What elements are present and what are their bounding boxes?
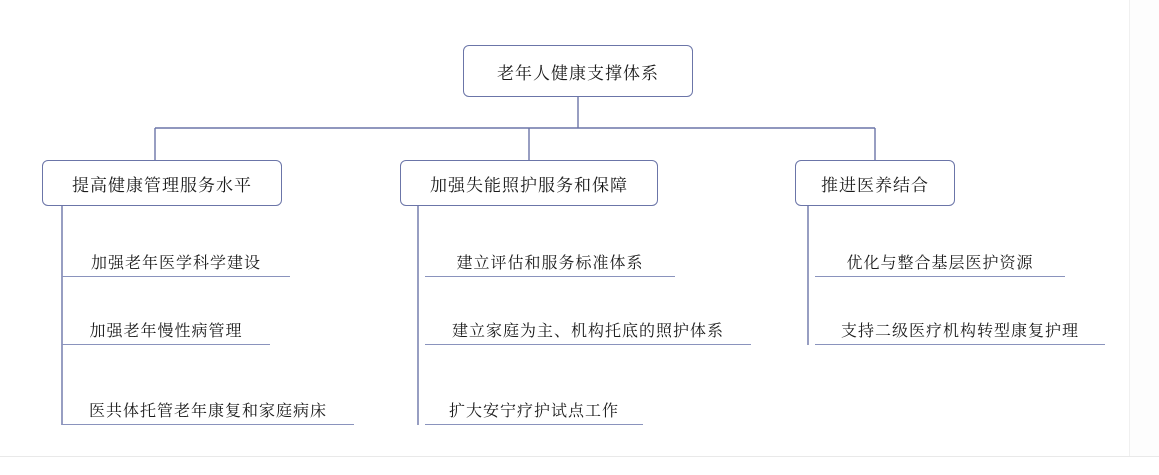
branch-node-1-label: 提高健康管理服务水平 (72, 175, 252, 195)
leaf-node-2-2-label: 建立家庭为主、机构托底的照护体系 (451, 323, 724, 340)
leaf-node-1-1-label: 加强老年医学科学建设 (90, 255, 261, 272)
root-node (463, 45, 693, 97)
leaf-node-3-1-label: 优化与整合基层医护资源 (846, 255, 1034, 272)
root-node-label: 老年人健康支撑体系 (497, 63, 659, 83)
bottom-margin (0, 456, 1159, 475)
leaf-node-2-1 (425, 243, 675, 277)
branch-node-2-label: 加强失能照护服务和保障 (430, 175, 628, 195)
leaf-node-1-3-label: 医共体托管老年康复和家庭病床 (88, 403, 327, 420)
leaf-node-2-1-label: 建立评估和服务标准体系 (456, 255, 644, 272)
branch-node-3-label: 推进医养结合 (821, 175, 929, 195)
branch-node-1 (42, 160, 282, 206)
leaf-node-1-3 (62, 391, 354, 425)
branch-node-2 (400, 160, 658, 206)
leaf-node-1-2-label: 加强老年慢性病管理 (89, 323, 243, 340)
leaf-node-3-2-label: 支持二级医疗机构转型康复护理 (840, 323, 1079, 340)
right-margin (1129, 0, 1159, 475)
leaf-node-3-1 (815, 243, 1065, 277)
leaf-node-2-3 (425, 391, 643, 425)
leaf-node-1-1 (62, 243, 290, 277)
leaf-node-2-3-label: 扩大安宁疗护试点工作 (448, 403, 619, 420)
branch-node-3 (795, 160, 955, 206)
leaf-node-1-2 (62, 311, 270, 345)
leaf-node-3-2 (815, 311, 1105, 345)
leaf-node-2-2 (425, 311, 751, 345)
